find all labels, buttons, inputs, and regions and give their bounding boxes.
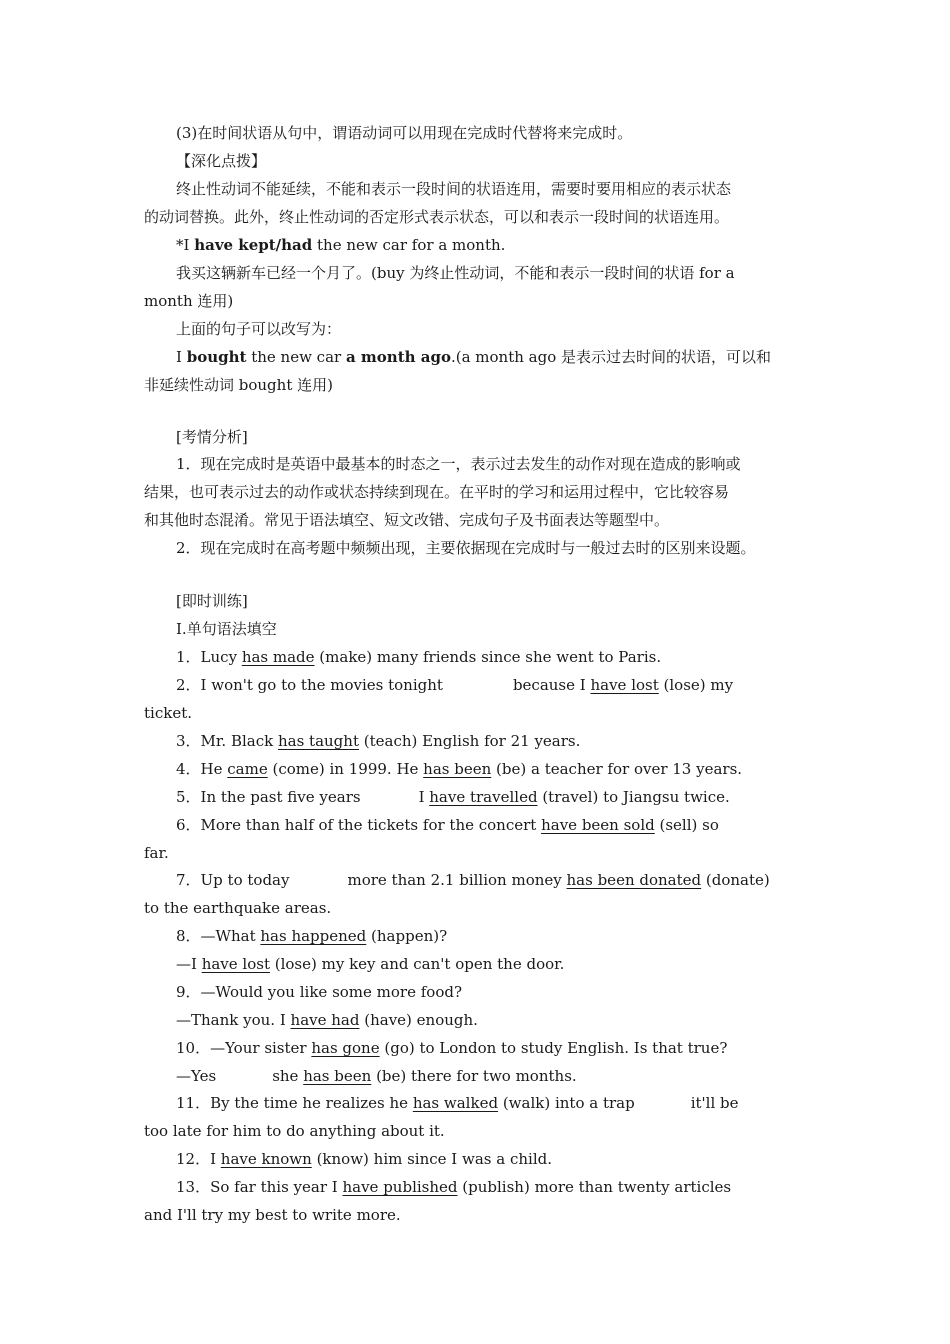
question-13: 13．So far this year I have published (publish) more than twenty articles <box>176 1178 732 1196</box>
question-6: 6．More than half of the tickets for the concert have been sold (sell) so <box>176 816 719 834</box>
answer-text: have published <box>342 1178 458 1196</box>
question-11: 11．By the time he realizes he has walked (walk) into a trap it'll be <box>176 1094 739 1112</box>
section-heading-deepen: 【深化点拨】 <box>176 152 267 170</box>
answer-text: has gone <box>311 1039 380 1057</box>
answer-text: has been <box>423 760 492 778</box>
answer-text: have been sold <box>541 816 655 834</box>
question-6-continued: far. <box>144 844 169 862</box>
deepen-paragraph-line: 的动词替换。此外，终止性动词的否定形式表示状态，可以和表示一段时间的状语连用。 <box>144 208 730 226</box>
answer-text: have lost <box>590 676 659 694</box>
answer-text: has been donated <box>566 871 702 889</box>
section-heading-analysis: [考情分析] <box>176 428 248 446</box>
rewrite-intro: 上面的句子可以改写为： <box>176 320 342 338</box>
answer-text: has taught <box>277 732 359 750</box>
question-12: 12．I have known (know) him since I was a child. <box>176 1150 552 1168</box>
question-8-reply: —I have lost (lose) my key and can't open the door. <box>176 955 565 973</box>
emphasis-text: have kept/had <box>194 236 313 254</box>
section-heading-practice: [即时训练] <box>176 592 248 610</box>
deepen-paragraph-line: 终止性动词不能延续，不能和表示一段时间的状语连用，需要时要用相应的表示状态 <box>176 180 732 198</box>
analysis-line: 结果，也可表示过去的动作或状态持续到现在。在平时的学习和运用过程中，它比较容易 <box>144 483 730 501</box>
question-8: 8．—What has happened (happen)? <box>176 927 448 945</box>
question-5: 5．In the past five years I have travelled (travel) to Jiangsu twice. <box>176 788 730 806</box>
answer-text: has walked <box>412 1094 499 1112</box>
answer-text: came <box>227 760 268 778</box>
question-3: 3．Mr. Black has taught (teach) English for 21 years. <box>176 732 581 750</box>
answer-text: have known <box>220 1150 312 1168</box>
analysis-line: 2．现在完成时在高考题中频频出现，主要依据现在完成时与一般过去时的区别来设题。 <box>176 539 756 557</box>
question-7: 7．Up to today more than 2.1 billion money has been donated (donate) <box>176 871 770 889</box>
answer-text: has made <box>241 648 315 666</box>
question-9-reply: —Thank you. I have had (have) enough. <box>176 1011 478 1029</box>
analysis-line: 1．现在完成时是英语中最基本的时态之一，表示过去发生的动作对现在造成的影响或 <box>176 455 741 473</box>
answer-text: have travelled <box>429 788 538 806</box>
answer-text: has happened <box>260 927 367 945</box>
answer-text: have lost <box>201 955 270 973</box>
answer-text: have had <box>290 1011 360 1029</box>
analysis-line: 和其他时态混淆。常见于语法填空、短文改错、完成句子及书面表达等题型中。 <box>144 511 670 529</box>
question-1: 1．Lucy has made (make) many friends since she went to Paris. <box>176 648 662 666</box>
example-explanation: 非延续性动词 bought 连用) <box>144 376 333 394</box>
example-sentence: I bought the new car a month ago.(a month ago 是表示过去时间的状语，可以和 <box>176 348 772 366</box>
exercise-title: Ⅰ.单句语法填空 <box>176 620 277 638</box>
question-10: 10．—Your sister has gone (go) to London to study English. Is that true? <box>176 1039 728 1057</box>
question-11-continued: too late for him to do anything about it. <box>144 1122 445 1140</box>
question-4: 4．He came (come) in 1999. He has been (be) a teacher for over 13 years. <box>176 760 743 778</box>
note-paragraph: (3)在时间状语从句中，谓语动词可以用现在完成时代替将来完成时。 <box>176 124 633 142</box>
translation-line: 我买这辆新车已经一个月了。(buy 为终止性动词，不能和表示一段时间的状语 for a <box>176 264 735 282</box>
question-2: 2．I won't go to the movies tonight because I have lost (lose) my <box>176 676 734 694</box>
question-9: 9．—Would you like some more food? <box>176 983 462 1001</box>
question-13-continued: and I'll try my best to write more. <box>144 1206 401 1224</box>
answer-text: has been <box>303 1067 372 1085</box>
example-sentence: *I have kept/had the new car for a month. <box>176 236 506 254</box>
translation-line: month 连用) <box>144 292 234 310</box>
emphasis-text: bought <box>186 348 247 366</box>
question-7-continued: to the earthquake areas. <box>144 899 332 917</box>
question-2-continued: ticket. <box>144 704 192 722</box>
emphasis-text: a month ago <box>345 348 451 366</box>
question-10-reply: —Yes she has been (be) there for two months. <box>176 1067 577 1085</box>
